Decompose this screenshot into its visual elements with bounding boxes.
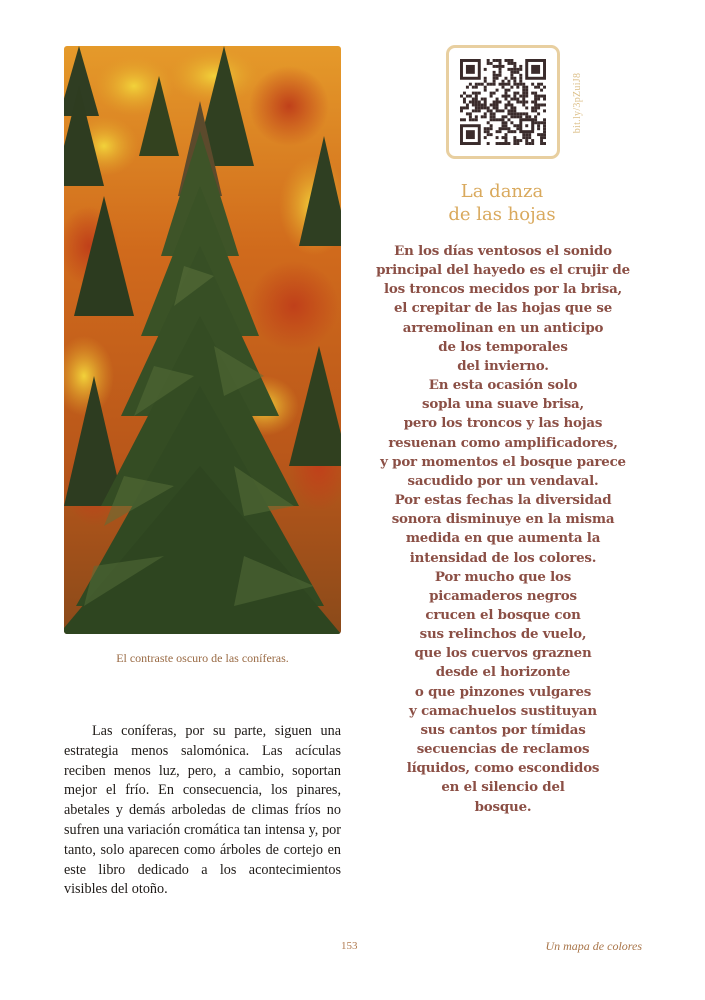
poem-line: desde el horizonte [435,664,571,681]
poem-title [402,180,602,226]
poem-line: sonora disminuye en la misma [391,511,615,528]
poem-line: resuenan como amplificadores, [388,434,618,451]
poem-title-line: de las hojas [448,204,556,225]
poem-line: En los días ventosos el sonido [394,243,612,259]
poem-line: y por momentos el bosque parece [380,453,626,470]
poem-line: Por estas fechas la diversidad [394,492,612,509]
poem-line: sus relinchos de vuelo, [419,626,587,643]
forest-conifers-photo [64,46,341,634]
poem-line: pero los troncos y las hojas [403,415,603,432]
poem-line: el crepitar de las hojas que se [393,300,613,317]
page-number: 153 [341,940,358,952]
poem-line: bosque. [474,798,532,815]
qr-code[interactable] [446,45,560,159]
qr-link-text[interactable]: bit.ly/3pZuiJ8 [572,72,583,134]
poem-line: medida en que aumenta la [405,530,601,547]
poem-line: y camachuelos sustituyan [409,702,597,719]
qr-code-icon [460,59,546,145]
poem-line: sacudido por un vendaval. [407,472,599,489]
poem-line: sus cantos por tímidas [420,721,586,738]
poem-line: principal del hayedo es el crujir de [376,262,630,279]
poem-line: de los temporales [438,338,568,355]
poem-line: En esta ocasión solo [428,377,578,394]
photo-caption: El contraste oscuro de las coníferas. [116,651,289,665]
poem-line: en el silencio del [441,779,565,796]
poem-line: arremolinan en un anticipo [402,319,604,336]
poem-line: que los cuervos graznen [414,645,592,662]
poem-text [372,242,634,817]
poem-line: o que pinzones vulgares [414,683,592,700]
poem-line: Por mucho que los [434,568,572,585]
poem-line: crucen el bosque con [425,606,581,623]
poem-line: los troncos mecidos por la brisa, [383,281,623,298]
poem-line: del invierno. [457,357,549,374]
poem-line: sopla una suave brisa, [422,396,584,413]
running-head: Un mapa de colores [545,939,642,953]
poem-line: picamaderos negros [429,587,577,604]
poem-line: intensidad de los colores. [409,549,597,566]
poem-title-line: La danza [460,181,544,202]
body-paragraph: Las coníferas, por su parte, siguen una estrategia menos salomónica. Las acículas reciben menos luz, pero, a cambio, soportan mejor el frío. En consecuencia, los pinares, abetales y demás arboledas de climas fríos no sufren una variación cromática tan intensa y, por tanto, solo aparecen como árboles de cortejo en este libro dedicado a los acontecimientos visibles del otoño. [64,723,341,898]
poem-line: secuencias de reclamos [416,741,590,758]
poem-line: líquidos, como escondidos [406,760,600,777]
